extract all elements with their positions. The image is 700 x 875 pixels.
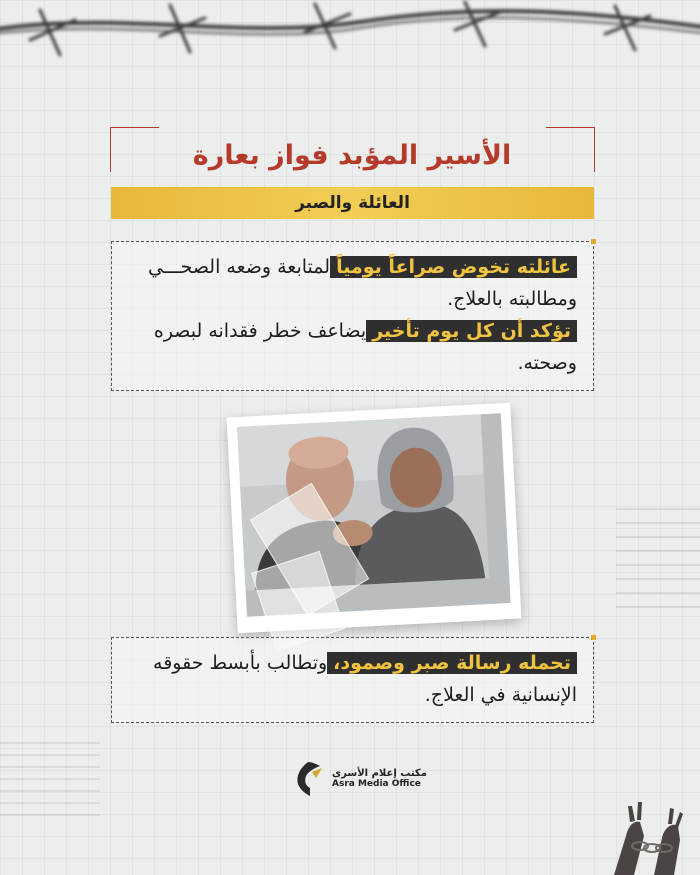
highlight-delay: تؤكد أن كل يوم تأخير [366, 320, 577, 342]
paragraph-family [128, 252, 577, 316]
logo-name-english: Asra Media Office [332, 778, 421, 789]
faded-background-text [0, 742, 100, 826]
asra-media-logo [290, 758, 427, 798]
barbed-wire-icon [0, 0, 700, 90]
text-family-struggle: لمتابعة وضعه الصحـــي ومطالبته بالعلاج. [148, 256, 577, 310]
paragraph-patience [128, 648, 577, 712]
highlight-family-struggle: عائلته تخوض صراعاً يومياً [330, 256, 577, 278]
chained-hands-icon [604, 776, 700, 875]
corner-dot [591, 239, 596, 244]
faded-background-text [616, 508, 700, 608]
corner-dot [591, 635, 596, 640]
info-box-bottom [111, 637, 594, 723]
paragraph-delay [128, 316, 577, 380]
highlight-patience: تحمله رسالة صبر وصمود، [327, 652, 577, 674]
page-title: الأسير المؤبد فواز بعارة [192, 140, 512, 171]
subtitle-bar [111, 187, 594, 219]
subtitle-label: العائلة والصبر [295, 193, 410, 213]
text-patience: وتطالب بأبسط حقوقه الإنسانية في العلاج. [153, 652, 577, 706]
logo-name-arabic: مكتب إعلام الأسرى [332, 767, 427, 779]
text-delay: يضاعف خطر فقدانه لبصره وصحته. [153, 319, 577, 374]
eagle-logo-icon [290, 758, 326, 798]
info-box-top [111, 241, 594, 391]
